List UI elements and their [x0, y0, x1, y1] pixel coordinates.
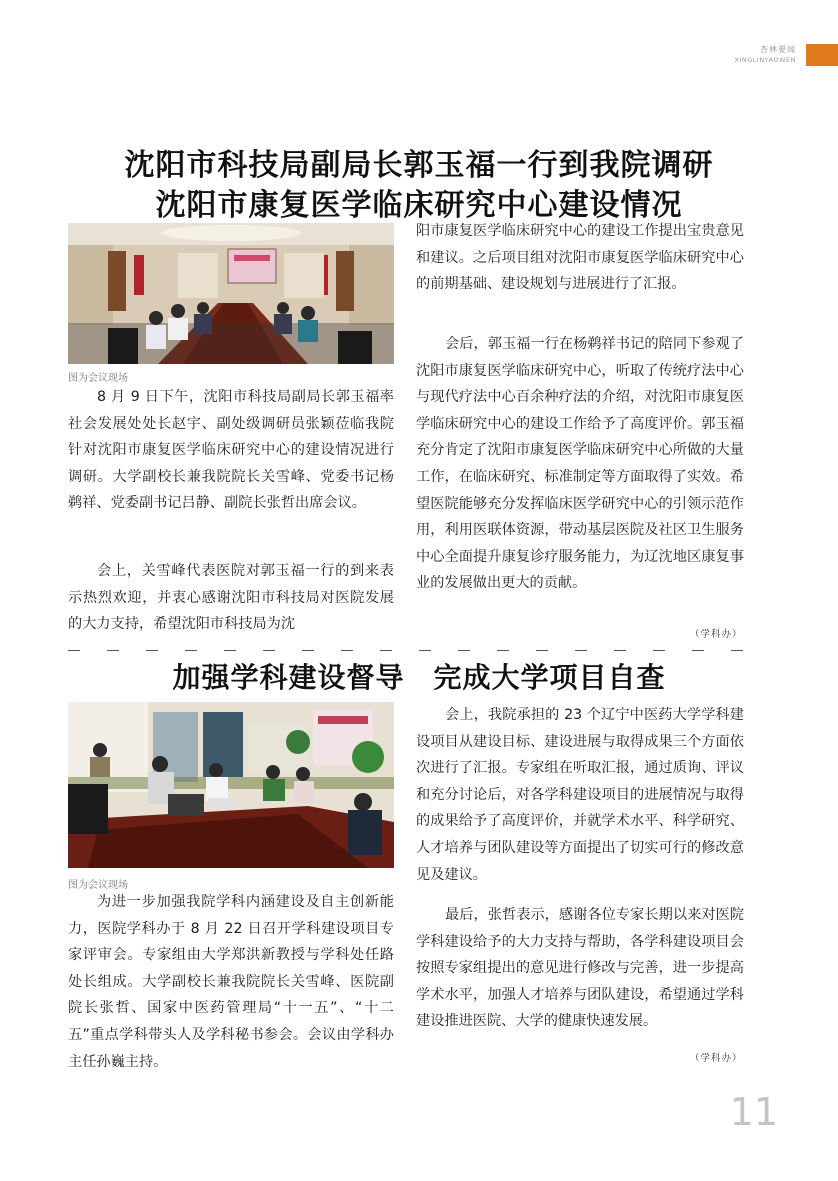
article2-right-paragraph-1: 会上，我院承担的 23 个辽宁中医药大学学科建设项目从建设目标、建设进展与取得成果三个方面依次进行了汇报。专家组在听取汇报，通过质询、评议和充分讨论后，对各学科建设项目的进展情况与取得的成果给予了高度评价，并就学术水平、科学研究、人才培养与团队建设等方面提出了切实可行的修改意见及建议。 — [416, 707, 744, 883]
meeting-photo-1 — [68, 223, 394, 364]
article1-right-paragraph-1: 会后，郭玉福一行在杨鹈祥书记的陪同下参观了沈阳市康复医学临床研究中心，听取了传统疗法中心与现代疗法中心百余种疗法的介绍，对沈阳市康复医学临床研究中心的建设工作给予了高度评价。郭玉福充分肯定了沈阳市康复医学临床研究中心所做的大量工作，在临床研究、标准制定等方面取得了实效。希望医院能够充分发挥临床医学研究中心的引领示范作用，利用医联体资源，带动基层医院及社区卫生服务中心全面提升康复诊疗服务能力，为辽沈地区康复事业的发展做出更大的贡献。 — [416, 336, 744, 592]
section-label-en: XINGLINYAOWEN — [734, 56, 796, 64]
article2-source: （学科办） — [690, 1053, 743, 1064]
page-number: 11 — [729, 1090, 778, 1134]
article2-right-paragraph-2: 最后，张哲表示，感谢各位专家长期以来对医院学科建设给予的大力支持与帮助，各学科建设项目会按照专家组提出的意见进行修改与完善，进一步提高学术水平，加强人才培养与团队建设，希望通过学科建设推进医院、大学的健康快速发展。 — [416, 907, 744, 1030]
meeting-photo-2 — [68, 702, 394, 868]
article1-left-paragraph-1: 8 月 9 日下午，沈阳市科技局副局长郭玉福率社会发展处处长赵宇、副处级调研员张颖莅临我院针对沈阳市康复医学临床研究中心的建设情况进行调研。大学副校长兼我院院长关雪峰、党委书记杨鹈祥、党委副书记吕静、副院长张哲出席会议。 — [68, 389, 394, 512]
section-divider — [68, 650, 744, 651]
photo1-caption: 图为会议现场 — [68, 373, 128, 384]
section-label: 杏林要闻 — [760, 45, 796, 54]
article1-left-paragraph-2: 会上，关雪峰代表医院对郭玉福一行的到来表示热烈欢迎，并衷心感谢沈阳市科技局对医院发展的大力支持，希望沈阳市科技局为沈 — [68, 563, 394, 633]
accent-block — [806, 44, 838, 66]
article1-title-line2: 沈阳市康复医学临床研究中心建设情况 — [155, 188, 683, 223]
article1-right-paragraph-0: 阳市康复医学临床研究中心的建设工作提出宝贵意见和建议。之后项目组对沈阳市康复医学临床研究中心的前期基础、建设规划与进展进行了汇报。 — [416, 223, 744, 293]
article2-title: 加强学科建设督导 完成大学项目自查 — [172, 661, 666, 694]
article1-source: （学科办） — [690, 629, 743, 640]
article2-left-paragraph-1: 为进一步加强我院学科内涵建设及自主创新能力，医院学科办于 8 月 22 日召开学科建设项目专家评审会。专家组由大学郑洪新教授与学科处任路处长组成。大学副校长兼我院院长关雪峰、医院副院长张哲、国家中医药管理局“十一五”、“十二五”重点学科带头人及学科秘书参会。会议由学科办主任孙巍主持。 — [68, 894, 394, 1070]
photo2-caption: 图为会议现场 — [68, 880, 128, 891]
article1-title-line1: 沈阳市科技局副局长郭玉福一行到我院调研 — [124, 148, 714, 183]
